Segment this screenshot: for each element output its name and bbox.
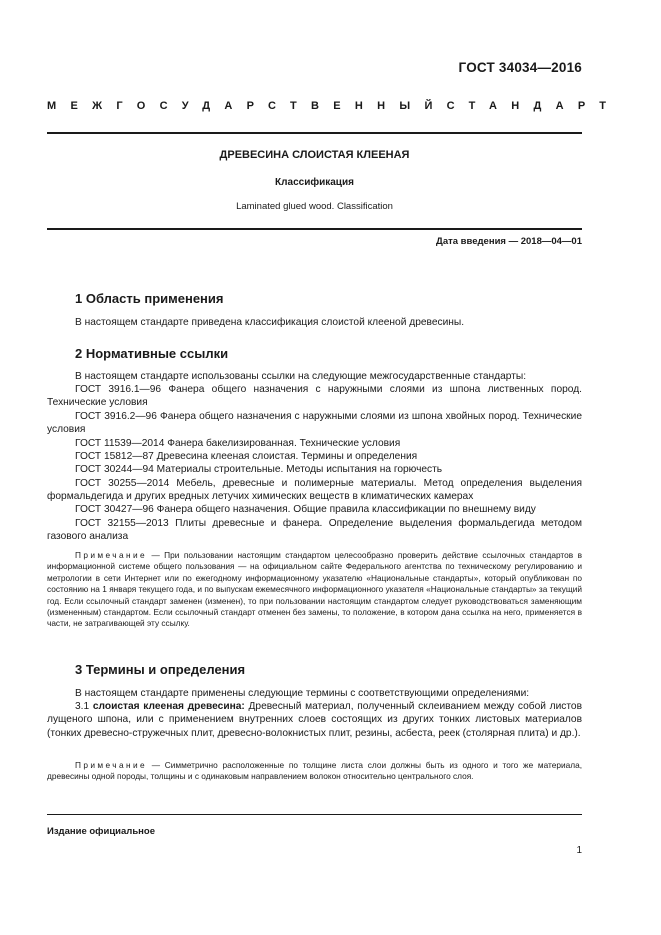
- section-2-intro: В настоящем стандарте использованы ссылки на следующие межгосударственные стандарты:: [75, 371, 527, 382]
- english-title: Laminated glued wood. Classification: [236, 201, 393, 212]
- reference-item: ГОСТ 11539—2014 Фанера бакелизированная. Технические условия: [75, 438, 401, 449]
- reference-item: ГОСТ 30255—2014 Мебель, древесные и полимерные материалы. Метод определения выделения формальдегида и других вредных летучих химических веществ в климатических камерах: [47, 478, 582, 503]
- banner-word-interstate: МЕЖГОСУДАРСТВЕННЫЙ: [47, 100, 447, 112]
- banner-word-standard: СТАНДАРТ: [446, 100, 621, 112]
- footer-divider: [47, 814, 582, 815]
- document-title: ДРЕВЕСИНА СЛОИСТАЯ КЛЕЕНАЯ: [219, 149, 410, 161]
- title-divider: [47, 228, 582, 230]
- term-definition: [47, 700, 582, 740]
- section-3-heading: 3 Термины и определения: [75, 662, 246, 677]
- note-text: — Симметрично расположенные по толщине листа слои должны быть из одного и того же материала, древесины одной породы, толщины и с одинаковым направлением волокон относительно центрального слоя.: [47, 760, 582, 782]
- reference-item: ГОСТ 30427—96 Фанера общего назначения. Общие правила классификации по внешнему виду: [75, 504, 536, 515]
- section-1-heading: 1 Область применения: [75, 291, 224, 306]
- reference-item: ГОСТ 3916.1—96 Фанера общего назначения с наружными слоями из шпона лиственных пород. Технические условия: [47, 384, 582, 409]
- introduction-date: Дата введения — 2018—04—01: [436, 236, 582, 247]
- note-label: Примечание: [75, 550, 148, 560]
- document-subtitle: Классификация: [275, 177, 354, 188]
- note-label: Примечание: [75, 760, 148, 770]
- page-number: 1: [576, 845, 582, 856]
- section-2-note: [47, 550, 582, 630]
- term-name: слоистая клееная древесина:: [92, 701, 245, 712]
- term-number: 3.1: [75, 701, 93, 712]
- term-definition-text: Древесный материал, полученный склеиванием между собой листов лущеного шпона, или с применением внутренних слоев состоящих из других тонких листовых материалов (тонких древесно-стружечных плит, древесно-волокнистых плит, резины, асбеста, реек (столярная плита) и др.).: [47, 701, 582, 739]
- document-code: ГОСТ 34034—2016: [458, 60, 582, 75]
- section-3-note: [47, 760, 582, 783]
- section-3-intro: В настоящем стандарте применены следующие термины с соответствующими определениями:: [75, 688, 530, 699]
- section-1-text: В настоящем стандарте приведена классификация слоистой клееной древесины.: [75, 317, 465, 328]
- section-2-heading: 2 Нормативные ссылки: [75, 346, 229, 361]
- note-text: — При пользовании настоящим стандартом целесообразно проверить действие ссылочных стандартов в информационной системе общего пользования — на официальном сайте Федерального агентства по техническому регулированию и метрологии в сети Интернет или по ежегодному информационному указателю «Национальные стандарты», который опубликован по состоянию на 1 января текущего года, и по выпускам ежемесячного информационного указателя «Национальные стандарты» за текущий год. Если ссылочный стандарт заменен (изменен), то при пользовании настоящим стандартом следует руководствоваться заменяющим (измененным) стандартом. Если ссылочный стандарт отменен без замены, то положение, в котором дана ссылка на него, применяется в части, не затрагивающей эту ссылку.: [47, 550, 582, 629]
- official-edition-label: Издание официальное: [47, 826, 155, 837]
- reference-item: ГОСТ 30244—94 Материалы строительные. Методы испытания на горючесть: [75, 464, 443, 475]
- interstate-standard-banner: [47, 100, 621, 112]
- reference-item: ГОСТ 32155—2013 Плиты древесные и фанера. Определение выделения формальдегида методом газового анализа: [47, 518, 582, 543]
- header-divider: [47, 132, 582, 134]
- reference-item: ГОСТ 15812—87 Древесина клееная слоистая. Термины и определения: [75, 451, 418, 462]
- reference-item: ГОСТ 3916.2—96 Фанера общего назначения с наружными слоями из шпона хвойных пород. Технические условия: [47, 411, 582, 436]
